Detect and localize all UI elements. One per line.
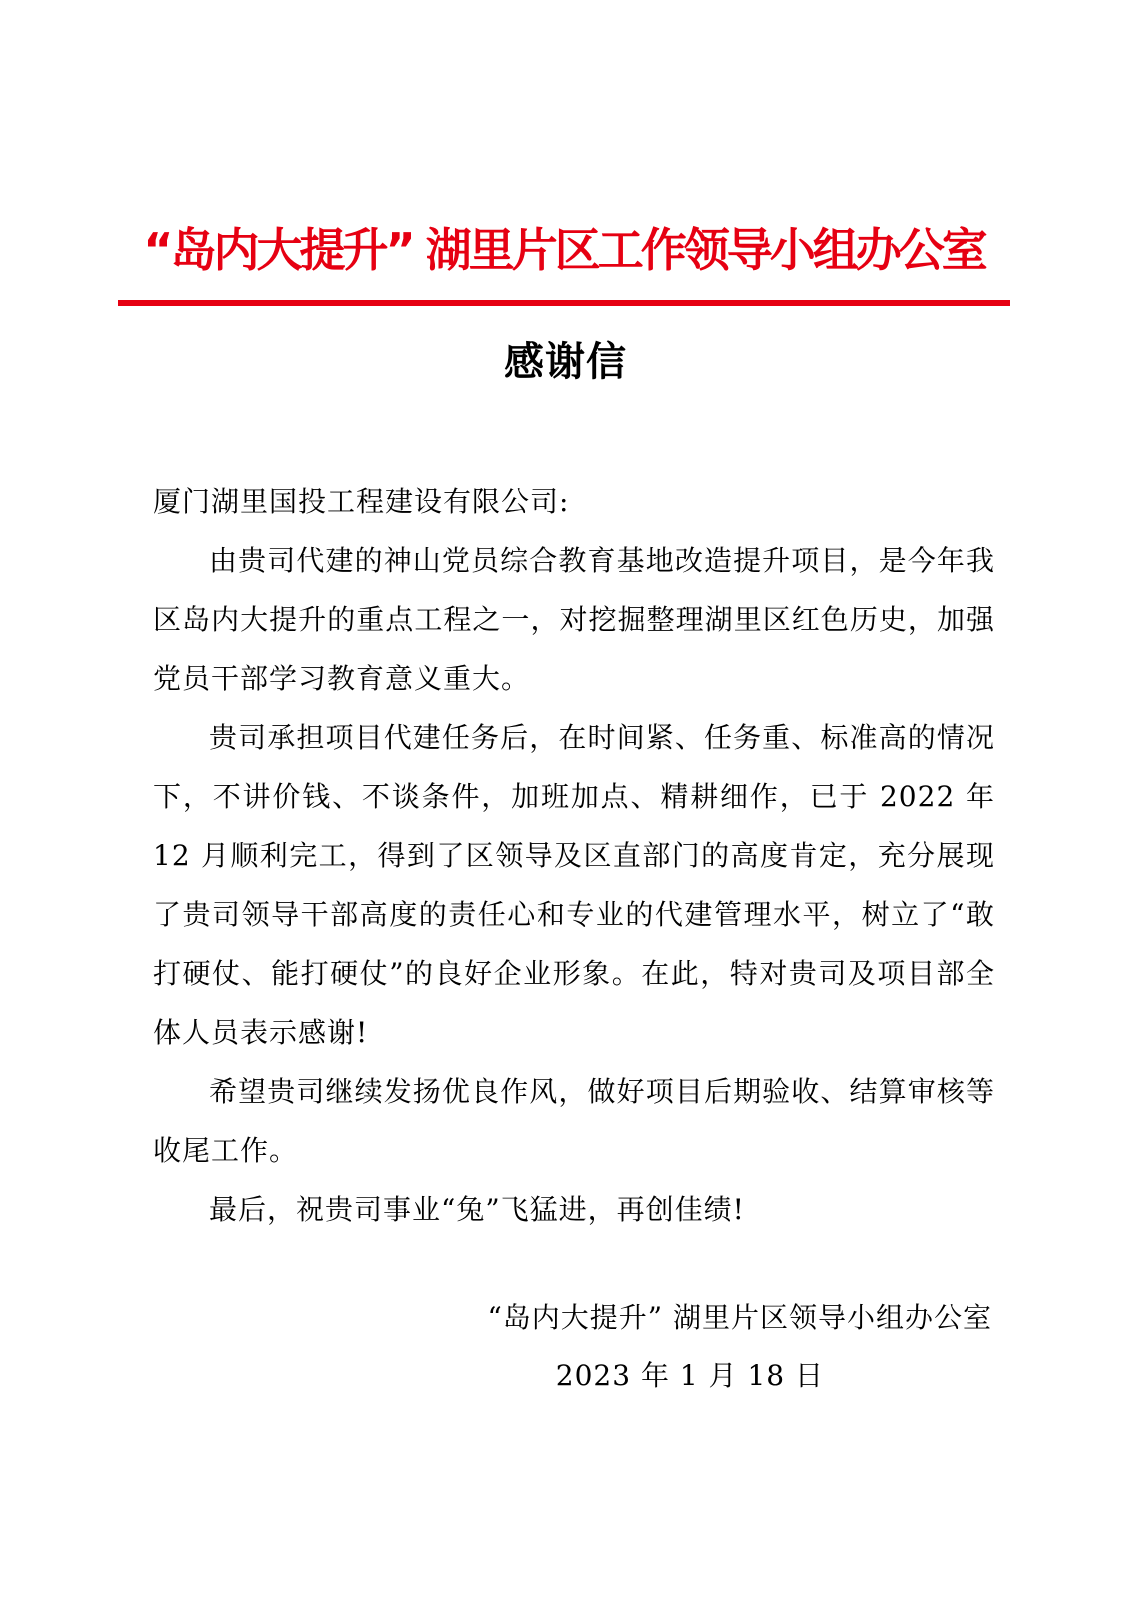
letter-paragraph-3: 希望贵司继续发扬优良作风，做好项目后期验收、结算审核等收尾工作。 bbox=[153, 1075, 995, 1167]
letter-date: 2023 年 1 月 18 日 bbox=[555, 1359, 824, 1392]
letter-salutation: 厦门湖里国投工程建设有限公司: bbox=[153, 485, 570, 518]
letter-paragraph-2: 贵司承担项目代建任务后，在时间紧、任务重、标准高的情况下，不讲价钱、不谈条件，加班加点、精耕细作，已于 2022 年 12 月顺利完工，得到了区领导及区直部门的高度肯定，充分展现了贵司领导干部高度的责任心和专业的代建管理水平，树立了“敢打硬仗、能打硬仗”的良好企业形象。在此，特对贵司及项目部全体人员表示感谢! bbox=[153, 721, 995, 1049]
letterhead-organization: “岛内大提升” 湖里片区工作领导小组办公室 bbox=[143, 223, 985, 277]
letter-paragraph-1: 由贵司代建的神山党员综合教育基地改造提升项目，是今年我区岛内大提升的重点工程之一，对挖掘整理湖里区红色历史，加强党员干部学习教育意义重大。 bbox=[153, 544, 995, 695]
letter-paragraph-4: 最后，祝贵司事业“兔”飞猛进，再创佳绩! bbox=[209, 1193, 745, 1226]
letterhead-red-rule bbox=[118, 300, 1010, 306]
letter-title: 感谢信 bbox=[504, 338, 627, 385]
letter-signature: “岛内大提升” 湖里片区领导小组办公室 bbox=[487, 1301, 992, 1334]
letter-body bbox=[153, 472, 995, 1239]
